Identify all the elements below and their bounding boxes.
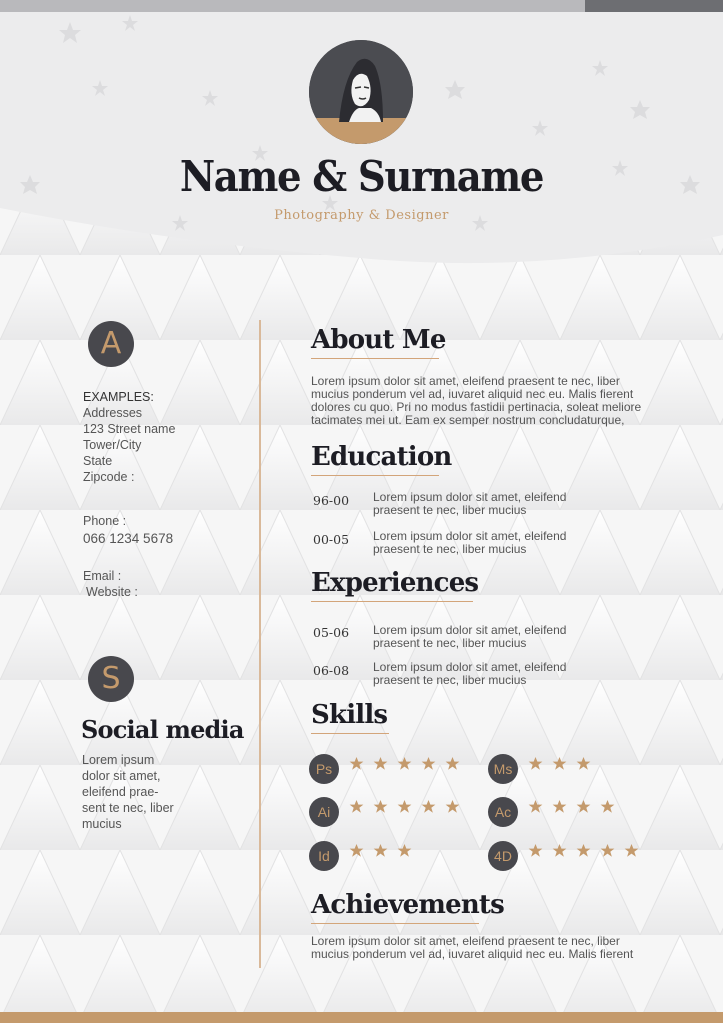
star-icon bbox=[576, 756, 591, 771]
skill-stars bbox=[528, 756, 600, 776]
star-icon bbox=[528, 843, 543, 858]
skills-title: Skills bbox=[311, 700, 389, 734]
star-icon bbox=[349, 756, 364, 771]
achievements-title: Achievements bbox=[311, 890, 479, 924]
address-block bbox=[83, 389, 175, 485]
star-icon bbox=[576, 799, 591, 814]
top-bar-light bbox=[0, 0, 585, 12]
skill-stars bbox=[528, 799, 624, 819]
star-icon bbox=[552, 799, 567, 814]
star-icon bbox=[421, 799, 436, 814]
star-icon bbox=[576, 843, 591, 858]
profile-photo bbox=[309, 40, 413, 144]
skill-badge: Ac bbox=[488, 797, 518, 827]
experience-line: Lorem ipsum dolor sit amet, eleifend bbox=[373, 623, 567, 637]
social-badge: S bbox=[88, 656, 134, 702]
skill-badge: Ps bbox=[309, 754, 339, 784]
skill-stars bbox=[349, 799, 469, 819]
star-icon bbox=[349, 843, 364, 858]
website-label: Website : bbox=[86, 585, 138, 599]
address-line: Zipcode : bbox=[83, 470, 135, 484]
experience-line: Lorem ipsum dolor sit amet, eleifend bbox=[373, 660, 567, 674]
social-text bbox=[82, 752, 174, 832]
skill-stars bbox=[349, 756, 469, 776]
email-label: Email : bbox=[83, 569, 122, 583]
bottom-bar bbox=[0, 1012, 723, 1023]
about-line: Lorem ipsum dolor sit amet, eleifend praesent te nec, liber bbox=[311, 374, 620, 388]
star-icon bbox=[397, 843, 412, 858]
social-line: mucius bbox=[82, 817, 122, 831]
skill-stars bbox=[528, 843, 648, 863]
experience-line: praesent te nec, liber mucius bbox=[373, 636, 527, 650]
star-icon bbox=[445, 756, 460, 771]
achievements-line: mucius ponderum vel ad, iuvaret aliquid nec eu. Malis fierent bbox=[311, 947, 634, 961]
experience-desc bbox=[373, 661, 593, 687]
education-line: praesent te nec, liber mucius bbox=[373, 542, 527, 556]
job-tagline: Photography & Designer bbox=[274, 208, 449, 223]
social-line: sent te nec, liber bbox=[82, 801, 174, 815]
experience-year: 06-08 bbox=[313, 663, 350, 678]
address-badge: A bbox=[88, 321, 134, 367]
skill-badge: 4D bbox=[488, 841, 518, 871]
star-icon bbox=[600, 843, 615, 858]
skill-stars bbox=[349, 843, 421, 863]
education-line: Lorem ipsum dolor sit amet, eleifend bbox=[373, 490, 567, 504]
address-line: Addresses bbox=[83, 406, 143, 420]
phone-block bbox=[83, 513, 173, 547]
top-bar-dark bbox=[585, 0, 723, 12]
star-icon bbox=[397, 799, 412, 814]
education-desc bbox=[373, 491, 593, 517]
address-line: State bbox=[83, 454, 113, 468]
education-line: praesent te nec, liber mucius bbox=[373, 503, 527, 517]
star-icon bbox=[528, 799, 543, 814]
about-line: tacimates mei ut. Eam ex semper nostrum concludaturque, bbox=[311, 413, 625, 427]
skill-badge: Ms bbox=[488, 754, 518, 784]
star-icon bbox=[373, 843, 388, 858]
experience-desc bbox=[373, 624, 593, 650]
phone-value: 066 1234 5678 bbox=[83, 531, 174, 546]
star-icon bbox=[600, 799, 615, 814]
phone-label: Phone : bbox=[83, 514, 127, 528]
star-icon bbox=[373, 799, 388, 814]
social-line: dolor sit amet, bbox=[82, 769, 161, 783]
experience-year: 05-06 bbox=[313, 625, 350, 640]
education-year: 96-00 bbox=[313, 493, 350, 508]
email-block bbox=[83, 568, 138, 600]
skill-badge: Ai bbox=[309, 797, 339, 827]
address-line: 123 Street name bbox=[83, 422, 176, 436]
about-text bbox=[311, 375, 656, 427]
education-title: Education bbox=[311, 442, 439, 476]
star-icon bbox=[552, 843, 567, 858]
star-icon bbox=[552, 756, 567, 771]
education-year: 00-05 bbox=[313, 532, 350, 547]
star-icon bbox=[349, 799, 364, 814]
about-title: About Me bbox=[311, 325, 439, 359]
star-icon bbox=[445, 799, 460, 814]
experience-line: praesent te nec, liber mucius bbox=[373, 673, 527, 687]
experiences-title: Experiences bbox=[311, 568, 473, 602]
education-line: Lorem ipsum dolor sit amet, eleifend bbox=[373, 529, 567, 543]
star-icon bbox=[624, 843, 639, 858]
address-line: Tower/City bbox=[83, 438, 142, 452]
achievements-text bbox=[311, 935, 656, 961]
star-icon bbox=[528, 756, 543, 771]
education-desc bbox=[373, 530, 593, 556]
social-media-title: Social media bbox=[81, 715, 244, 744]
full-name: Name & Surname bbox=[179, 152, 544, 201]
examples-label: EXAMPLES: bbox=[83, 390, 154, 404]
social-line: Lorem ipsum bbox=[82, 753, 155, 767]
column-divider bbox=[259, 320, 261, 968]
skill-badge: Id bbox=[309, 841, 339, 871]
about-line: dolores cu quo. Pri no modus fastidii pertinacia, soleat meliore bbox=[311, 400, 642, 414]
star-icon bbox=[421, 756, 436, 771]
about-line: mucius ponderum vel ad, iuvaret aliquid nec eu. Malis fierent bbox=[311, 387, 634, 401]
achievements-line: Lorem ipsum dolor sit amet, eleifend praesent te nec, liber bbox=[311, 934, 620, 948]
social-line: eleifend prae- bbox=[82, 785, 159, 799]
star-icon bbox=[397, 756, 412, 771]
star-icon bbox=[373, 756, 388, 771]
